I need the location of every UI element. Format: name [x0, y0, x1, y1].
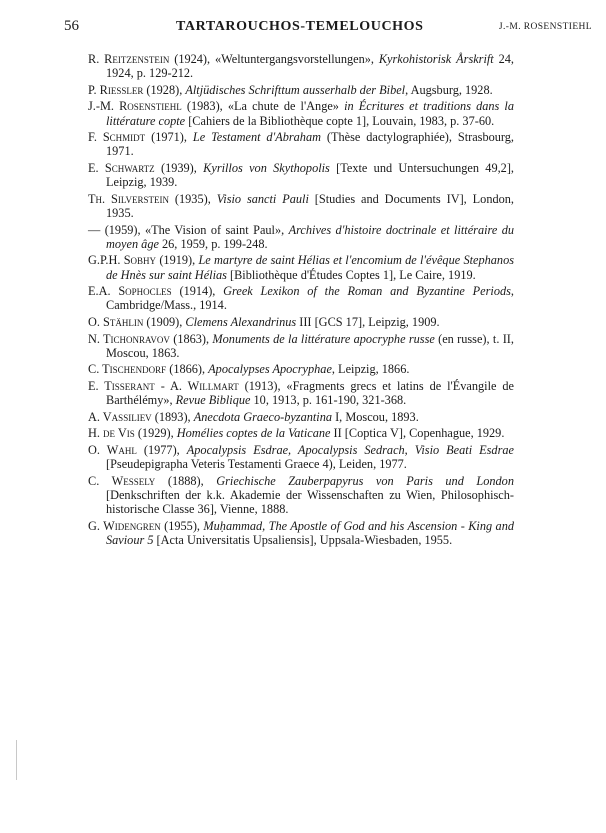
entry-details: , Leipzig, 1866.	[331, 362, 410, 377]
entry-text: (1929),	[134, 426, 177, 441]
entry-work-title: Homélies coptes de la Vaticane	[176, 426, 331, 441]
page-number: 56	[64, 18, 79, 34]
entry-author: A. Vassiliev	[88, 409, 152, 424]
entry-text: (1863),	[169, 331, 213, 346]
bibliography-entry	[88, 192, 514, 220]
entry-work-title: Kyrillos von Skythopolis	[203, 160, 330, 175]
entry-details: 10, 1913, p. 161-190, 321-368.	[250, 393, 407, 408]
entry-author: G. Widengren	[88, 518, 161, 533]
bibliography-entry	[88, 284, 514, 312]
entry-text: (1983), «La chute de l'Ange»	[181, 99, 345, 114]
entry-text: (1977),	[136, 442, 187, 457]
entry-details: I, Moscou, 1893.	[332, 409, 419, 424]
entry-work-title: Visio sancti Pauli	[216, 191, 309, 206]
bibliography-entry	[88, 410, 514, 424]
entry-author: G.P.H. Sobhy	[88, 253, 157, 268]
entry-author: P. Riessler	[88, 82, 144, 97]
entry-text: (1909),	[143, 314, 186, 329]
entry-details: , Augsburg, 1928.	[405, 82, 493, 97]
entry-work-title: Monuments de la littérature apocryphe russe	[212, 331, 435, 346]
entry-work-title: Griechische Zauberpapyrus von Paris und London	[216, 473, 514, 488]
entry-details: II [Coptica V], Copenhague, 1929.	[330, 426, 505, 441]
bibliography-entry	[88, 52, 514, 80]
scan-edge-mark	[16, 740, 17, 780]
entry-work-title: Kyrkohistorisk Årskrift	[378, 52, 494, 66]
entry-author: Th. Silverstein	[88, 191, 169, 206]
entry-text: — (1959), «The Vision of saint Paul»,	[88, 222, 289, 237]
entry-details: [Acta Universitatis Upsaliensis], Uppsala-Wiesbaden, 1955.	[153, 532, 453, 547]
entry-details: , Cambridge/Mass., 1914.	[106, 284, 514, 313]
entry-work-title: Anecdota Graeco-byzantina	[193, 409, 333, 424]
running-header	[64, 16, 592, 42]
entry-text: (1893),	[151, 409, 194, 424]
entry-details: (en russe), t. II, Moscou, 1863.	[106, 331, 514, 360]
entry-text: (1928),	[143, 82, 186, 97]
entry-text: (1955),	[160, 518, 204, 533]
entry-work-title: Le martyre de saint Hélias et l'encomium de l'évêque Stephanos de Hnès sur saint Hélias	[106, 253, 514, 282]
entry-author: E.A. Sophocles	[88, 284, 172, 299]
entry-work-title: Altjüdisches Schrifttum ausserhalb der Bibel	[185, 82, 406, 97]
entry-details: 26, 1959, p. 199-248.	[158, 236, 268, 251]
bibliography-entry	[88, 315, 514, 329]
entry-author: F. Schmidt	[88, 130, 146, 145]
bibliography-entry	[88, 161, 514, 189]
bibliography-entry	[88, 223, 514, 251]
entry-author: C. Wessely	[88, 473, 156, 488]
entry-author: O. Wahl	[88, 442, 137, 457]
entry-work-title: Clemens Alexandrinus	[185, 314, 297, 329]
bibliography-entry	[88, 443, 514, 471]
entry-work-title: Muḥammad, The Apostle of God and his Ascension - King and Saviour 5	[106, 518, 514, 547]
entry-author: O. Stählin	[88, 314, 144, 329]
entry-text: (1971),	[145, 130, 193, 145]
bibliography-entry	[88, 130, 514, 158]
entry-author: R. Reitzenstein	[88, 52, 170, 66]
entry-author: E. Tisserant - A. Willmart	[88, 378, 239, 393]
bibliography-entry	[88, 426, 514, 440]
entry-details: [Studies and Documents IV], London, 1935.	[106, 191, 514, 220]
bibliography-list	[88, 52, 514, 550]
entry-work-title: Greek Lexikon of the Roman and Byzantine Periods	[223, 284, 511, 299]
bibliography-entry	[88, 253, 514, 281]
bibliography-entry	[88, 99, 514, 127]
entry-text: (1924), «Weltuntergangsvorstellungen»,	[169, 52, 379, 66]
entry-work-title: Revue Biblique	[175, 393, 251, 408]
entry-author: H. de Vis	[88, 426, 135, 441]
entry-work-title: Apocalypses Apocryphae	[208, 362, 332, 377]
entry-details: [Texte und Untersuchungen 49,2], Leipzig, 1939.	[106, 160, 514, 190]
entry-work-title: Apocalypsis Esdrae, Apocalypsis Sedrach, Visio Beati Esdrae	[186, 442, 514, 457]
entry-author: J.-M. Rosenstiehl	[88, 99, 182, 114]
entry-details: 24, 1924, p. 129-212.	[106, 52, 514, 81]
entry-details: [Cahiers de la Bibliothèque copte 1], Louvain, 1983, p. 37-60.	[185, 113, 495, 128]
entry-details: (Thèse dactylographiée), Strasbourg, 1971.	[106, 130, 514, 159]
bibliography-entry	[88, 474, 514, 517]
entry-text: (1939),	[154, 160, 204, 175]
entry-author: N. Tichonravov	[88, 331, 170, 346]
entry-work-title: Archives d'histoire doctrinale et littéraire du moyen âge	[106, 222, 515, 251]
entry-work-title: Le Testament d'Abraham	[192, 130, 321, 145]
entry-author: E. Schwartz	[88, 160, 155, 175]
entry-text: (1935),	[169, 191, 217, 206]
entry-author: C. Tischendorf	[88, 362, 167, 377]
entry-work-title: in Écritures et traditions dans la littérature copte	[106, 99, 514, 128]
bibliography-entry	[88, 332, 514, 360]
entry-details: [Bibliothèque d'Études Coptes 1], Le Caire, 1919.	[226, 267, 476, 282]
bibliography-entry	[88, 519, 514, 547]
running-author: J.-M. ROSENSTIEHL	[498, 22, 592, 32]
entry-text: (1866),	[166, 362, 209, 377]
bibliography-entry	[88, 362, 514, 376]
running-title: TARTAROUCHOS-TEMELOUCHOS	[176, 19, 424, 34]
entry-details: [Denkschriften der k.k. Akademie der Wissenschaften zu Wien, Philosophisch-historische Classe 36], Vienne, 1888.	[106, 487, 514, 517]
entry-text: (1914),	[171, 284, 224, 299]
entry-details: III [GCS 17], Leipzig, 1909.	[296, 314, 440, 329]
entry-text: (1913), «Fragments grecs et latins de l'Évangile de Barthélémy»,	[106, 378, 514, 408]
bibliography-entry	[88, 379, 514, 407]
entry-text: (1919),	[156, 253, 199, 268]
bibliography-entry	[88, 83, 514, 97]
entry-details: [Pseudepigrapha Veteris Testamenti Graece 4), Leiden, 1977.	[106, 457, 407, 472]
entry-text: (1888),	[155, 473, 217, 488]
